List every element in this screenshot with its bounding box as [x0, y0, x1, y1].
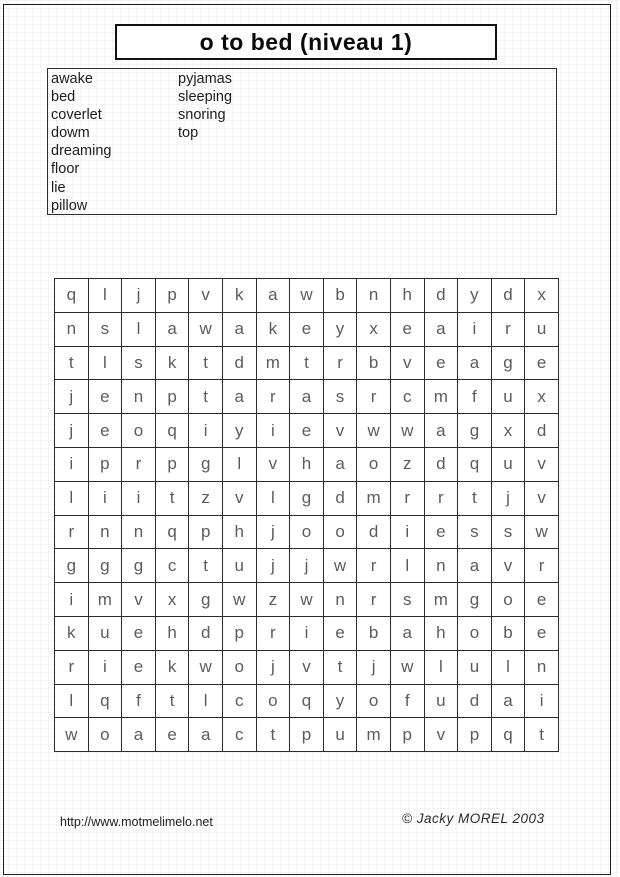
- grid-cell: a: [492, 685, 526, 719]
- grid-cell: d: [425, 279, 459, 313]
- grid-cell: i: [525, 685, 559, 719]
- grid-cell: z: [189, 482, 223, 516]
- grid-cell: o: [257, 685, 291, 719]
- grid-cell: l: [223, 448, 257, 482]
- grid-cell: l: [391, 549, 425, 583]
- word-list-item: sleeping: [178, 89, 233, 106]
- grid-cell: q: [492, 718, 526, 752]
- grid-cell: v: [324, 414, 358, 448]
- grid-cell: k: [257, 313, 291, 347]
- grid-cell: q: [156, 516, 190, 550]
- grid-cell: v: [425, 718, 459, 752]
- grid-cell: v: [492, 549, 526, 583]
- grid-cell: y: [324, 685, 358, 719]
- grid-cell: z: [391, 448, 425, 482]
- grid-cell: r: [55, 516, 89, 550]
- grid-cell: q: [156, 414, 190, 448]
- grid-cell: i: [290, 617, 324, 651]
- grid-cell: t: [525, 718, 559, 752]
- grid-cell: l: [55, 685, 89, 719]
- grid-cell: d: [189, 617, 223, 651]
- grid-cell: g: [89, 549, 123, 583]
- grid-cell: i: [89, 482, 123, 516]
- grid-cell: n: [525, 651, 559, 685]
- grid-cell: t: [156, 482, 190, 516]
- grid-cell: s: [458, 516, 492, 550]
- grid-cell: w: [290, 279, 324, 313]
- grid-cell: u: [324, 718, 358, 752]
- grid-cell: e: [525, 617, 559, 651]
- grid-cell: w: [189, 651, 223, 685]
- grid-cell: b: [492, 617, 526, 651]
- grid-cell: o: [324, 516, 358, 550]
- grid-cell: k: [223, 279, 257, 313]
- grid-cell: a: [391, 617, 425, 651]
- grid-cell: a: [223, 380, 257, 414]
- grid-cell: q: [458, 448, 492, 482]
- grid-cell: p: [89, 448, 123, 482]
- grid-cell: e: [122, 651, 156, 685]
- word-list-item: floor: [51, 161, 80, 178]
- grid-cell: e: [156, 718, 190, 752]
- grid-cell: l: [492, 651, 526, 685]
- grid-cell: g: [458, 583, 492, 617]
- grid-cell: n: [425, 549, 459, 583]
- grid-cell: n: [89, 516, 123, 550]
- page-title: o to bed (niveau 1): [199, 28, 413, 55]
- word-list-box: [47, 68, 557, 215]
- grid-cell: x: [156, 583, 190, 617]
- grid-cell: y: [223, 414, 257, 448]
- grid-cell: d: [525, 414, 559, 448]
- grid-cell: u: [492, 380, 526, 414]
- grid-cell: r: [492, 313, 526, 347]
- grid-cell: r: [257, 380, 291, 414]
- grid-cell: i: [189, 414, 223, 448]
- grid-cell: a: [122, 718, 156, 752]
- grid-cell: h: [425, 617, 459, 651]
- grid-cell: e: [425, 347, 459, 381]
- grid-cell: b: [357, 347, 391, 381]
- grid-cell: a: [290, 380, 324, 414]
- grid-cell: r: [122, 448, 156, 482]
- grid-cell: d: [357, 516, 391, 550]
- grid-cell: f: [391, 685, 425, 719]
- grid-cell: i: [89, 651, 123, 685]
- grid-cell: a: [324, 448, 358, 482]
- grid-cell: c: [156, 549, 190, 583]
- grid-cell: b: [357, 617, 391, 651]
- grid-cell: u: [458, 651, 492, 685]
- grid-cell: w: [525, 516, 559, 550]
- grid-cell: r: [357, 380, 391, 414]
- grid-cell: w: [391, 651, 425, 685]
- grid-cell: s: [391, 583, 425, 617]
- grid-cell: v: [223, 482, 257, 516]
- grid-cell: m: [425, 380, 459, 414]
- grid-cell: z: [257, 583, 291, 617]
- grid-cell: l: [122, 313, 156, 347]
- word-list-item: coverlet: [51, 107, 102, 124]
- grid-cell: v: [525, 482, 559, 516]
- grid-cell: x: [525, 380, 559, 414]
- grid-cell: v: [122, 583, 156, 617]
- grid-cell: p: [156, 448, 190, 482]
- grid-cell: m: [357, 482, 391, 516]
- grid-cell: s: [89, 313, 123, 347]
- grid-cell: t: [290, 347, 324, 381]
- grid-cell: n: [122, 380, 156, 414]
- grid-cell: e: [89, 380, 123, 414]
- grid-cell: x: [357, 313, 391, 347]
- word-list-item: dowm: [51, 125, 90, 142]
- grid-cell: j: [357, 651, 391, 685]
- grid-cell: g: [55, 549, 89, 583]
- grid-cell: v: [257, 448, 291, 482]
- grid-cell: c: [391, 380, 425, 414]
- grid-cell: n: [122, 516, 156, 550]
- grid-cell: s: [492, 516, 526, 550]
- grid-cell: b: [324, 279, 358, 313]
- word-list-item: top: [178, 125, 199, 142]
- word-list-item: pyjamas: [178, 71, 232, 87]
- grid-cell: a: [425, 414, 459, 448]
- grid-cell: l: [89, 279, 123, 313]
- grid-cell: g: [189, 583, 223, 617]
- grid-cell: r: [324, 347, 358, 381]
- grid-cell: j: [257, 549, 291, 583]
- grid-cell: s: [324, 380, 358, 414]
- grid-cell: j: [492, 482, 526, 516]
- grid-cell: h: [290, 448, 324, 482]
- grid-cell: r: [357, 549, 391, 583]
- grid-cell: y: [324, 313, 358, 347]
- grid-cell: g: [122, 549, 156, 583]
- grid-cell: l: [55, 482, 89, 516]
- grid-cell: r: [357, 583, 391, 617]
- grid-cell: j: [55, 380, 89, 414]
- grid-cell: j: [55, 414, 89, 448]
- grid-cell: h: [156, 617, 190, 651]
- grid-cell: r: [257, 617, 291, 651]
- word-search-grid: [54, 278, 559, 752]
- grid-cell: j: [290, 549, 324, 583]
- grid-cell: a: [189, 718, 223, 752]
- grid-cell: f: [122, 685, 156, 719]
- grid-cell: g: [290, 482, 324, 516]
- grid-cell: t: [156, 685, 190, 719]
- grid-cell: m: [357, 718, 391, 752]
- grid-cell: k: [156, 651, 190, 685]
- grid-cell: v: [391, 347, 425, 381]
- grid-cell: d: [425, 448, 459, 482]
- grid-cell: e: [525, 347, 559, 381]
- grid-cell: w: [324, 549, 358, 583]
- grid-cell: t: [257, 718, 291, 752]
- grid-cell: t: [189, 549, 223, 583]
- grid-cell: o: [357, 685, 391, 719]
- word-list-item: snoring: [178, 107, 226, 124]
- grid-cell: r: [525, 549, 559, 583]
- word-list-item: dreaming: [51, 143, 112, 160]
- grid-cell: d: [324, 482, 358, 516]
- grid-cell: o: [357, 448, 391, 482]
- title-box: [115, 24, 497, 60]
- grid-cell: l: [425, 651, 459, 685]
- word-list-column-2: [178, 70, 232, 142]
- grid-cell: e: [290, 313, 324, 347]
- word-list-item: bed: [51, 89, 76, 106]
- grid-cell: x: [492, 414, 526, 448]
- grid-cell: t: [458, 482, 492, 516]
- grid-cell: s: [122, 347, 156, 381]
- grid-cell: e: [122, 617, 156, 651]
- word-list-item: pillow: [51, 197, 88, 214]
- grid-cell: y: [458, 279, 492, 313]
- grid-cell: i: [391, 516, 425, 550]
- grid-cell: k: [156, 347, 190, 381]
- grid-cell: j: [257, 516, 291, 550]
- grid-cell: i: [458, 313, 492, 347]
- grid-cell: g: [189, 448, 223, 482]
- grid-cell: r: [391, 482, 425, 516]
- grid-cell: w: [290, 583, 324, 617]
- grid-cell: p: [458, 718, 492, 752]
- grid-cell: v: [525, 448, 559, 482]
- grid-cell: p: [290, 718, 324, 752]
- grid-cell: j: [122, 279, 156, 313]
- grid-cell: l: [189, 685, 223, 719]
- grid-cell: c: [223, 685, 257, 719]
- grid-cell: u: [492, 448, 526, 482]
- grid-cell: i: [55, 448, 89, 482]
- grid-cell: l: [257, 482, 291, 516]
- grid-cell: n: [324, 583, 358, 617]
- grid-cell: m: [89, 583, 123, 617]
- grid-cell: e: [525, 583, 559, 617]
- grid-cell: e: [89, 414, 123, 448]
- grid-cell: t: [55, 347, 89, 381]
- grid-cell: p: [223, 617, 257, 651]
- grid-cell: w: [391, 414, 425, 448]
- grid-cell: w: [55, 718, 89, 752]
- grid-cell: p: [156, 380, 190, 414]
- grid-cell: w: [189, 313, 223, 347]
- word-list-column-1: [51, 70, 111, 215]
- footer-copyright: © Jacky MOREL 2003: [402, 811, 545, 826]
- grid-cell: w: [357, 414, 391, 448]
- grid-cell: e: [324, 617, 358, 651]
- grid-cell: r: [55, 651, 89, 685]
- grid-cell: a: [223, 313, 257, 347]
- grid-cell: u: [425, 685, 459, 719]
- grid-cell: a: [257, 279, 291, 313]
- grid-cell: v: [290, 651, 324, 685]
- grid-cell: t: [324, 651, 358, 685]
- grid-cell: q: [290, 685, 324, 719]
- footer-url: http://www.motmelimelo.net: [60, 815, 213, 829]
- grid-cell: o: [122, 414, 156, 448]
- grid-cell: p: [156, 279, 190, 313]
- grid-cell: d: [458, 685, 492, 719]
- grid-cell: m: [257, 347, 291, 381]
- grid-cell: h: [223, 516, 257, 550]
- grid-cell: o: [492, 583, 526, 617]
- grid-cell: l: [89, 347, 123, 381]
- grid-cell: a: [425, 313, 459, 347]
- grid-cell: p: [391, 718, 425, 752]
- grid-cell: w: [223, 583, 257, 617]
- grid-cell: n: [55, 313, 89, 347]
- grid-cell: i: [55, 583, 89, 617]
- grid-cell: v: [189, 279, 223, 313]
- grid-cell: d: [492, 279, 526, 313]
- grid-cell: c: [223, 718, 257, 752]
- grid-cell: t: [189, 380, 223, 414]
- grid-cell: h: [391, 279, 425, 313]
- grid-cell: p: [189, 516, 223, 550]
- grid-cell: e: [290, 414, 324, 448]
- grid-cell: g: [492, 347, 526, 381]
- grid-cell: j: [257, 651, 291, 685]
- grid-cell: o: [290, 516, 324, 550]
- grid-cell: a: [458, 347, 492, 381]
- grid-cell: r: [425, 482, 459, 516]
- grid-cell: o: [223, 651, 257, 685]
- grid-cell: f: [458, 380, 492, 414]
- grid-cell: q: [89, 685, 123, 719]
- grid-cell: e: [425, 516, 459, 550]
- grid-cell: k: [55, 617, 89, 651]
- grid-cell: i: [257, 414, 291, 448]
- grid-cell: a: [156, 313, 190, 347]
- grid-cell: o: [458, 617, 492, 651]
- grid-cell: q: [55, 279, 89, 313]
- grid-cell: d: [223, 347, 257, 381]
- grid-cell: u: [525, 313, 559, 347]
- word-list-item: lie: [51, 179, 66, 196]
- grid-cell: m: [425, 583, 459, 617]
- grid-cell: o: [89, 718, 123, 752]
- grid-cell: u: [89, 617, 123, 651]
- grid-cell: i: [122, 482, 156, 516]
- grid-cell: e: [391, 313, 425, 347]
- grid-cell: a: [458, 549, 492, 583]
- grid-cell: x: [525, 279, 559, 313]
- grid-cell: n: [357, 279, 391, 313]
- word-list-item: awake: [51, 71, 93, 87]
- grid-cell: g: [458, 414, 492, 448]
- grid-cell: u: [223, 549, 257, 583]
- grid-cell: t: [189, 347, 223, 381]
